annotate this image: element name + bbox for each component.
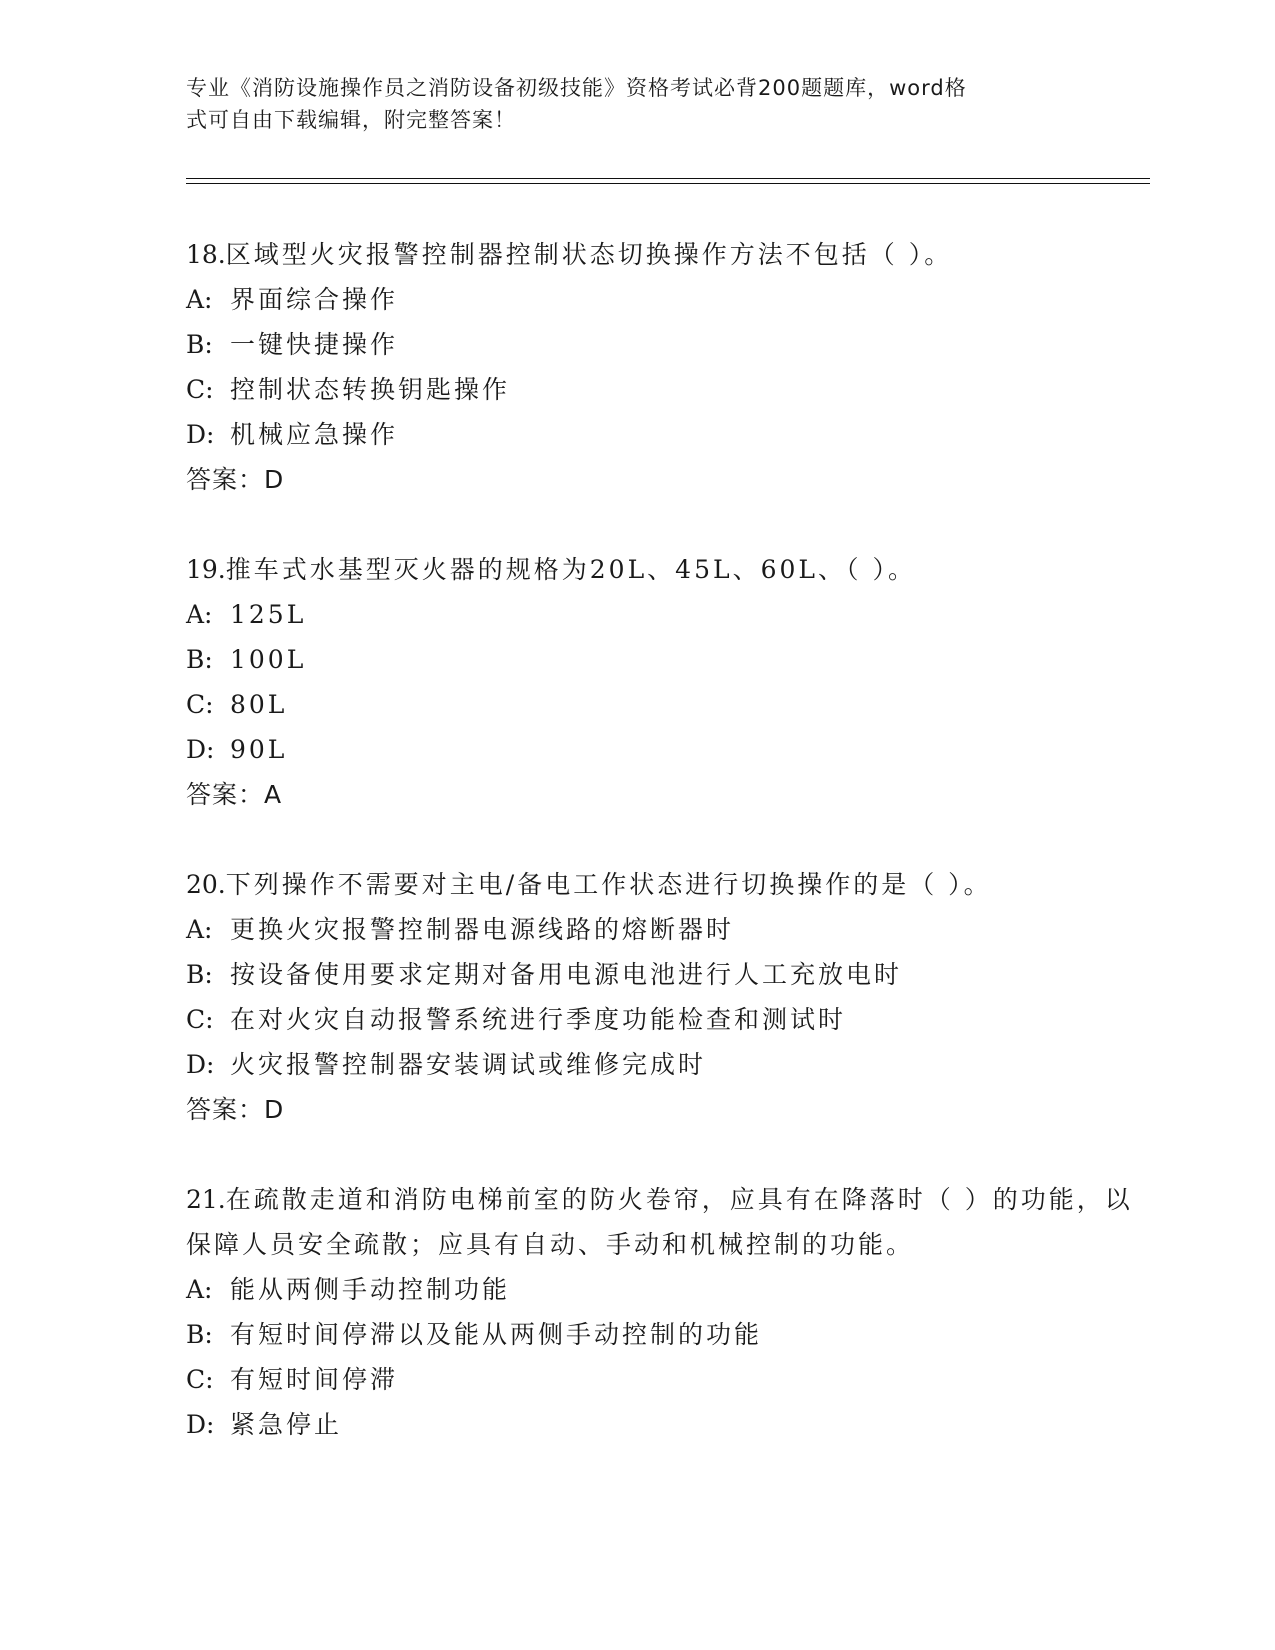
option-text: 界面综合操作 bbox=[230, 285, 399, 314]
question-number: 19. bbox=[186, 555, 226, 584]
header-title-line-1: 专业《消防设施操作员之消防设备初级技能》资格考试必背200题题库，word格 bbox=[186, 76, 967, 100]
option-letter: D: bbox=[186, 1050, 215, 1079]
option-letter: C: bbox=[186, 375, 214, 404]
option-text: 有短时间停滞 bbox=[230, 1365, 399, 1394]
question-stem bbox=[186, 232, 1146, 277]
option-text: 控制状态转换钥匙操作 bbox=[230, 375, 511, 404]
option-text: 按设备使用要求定期对备用电源电池进行人工充放电时 bbox=[230, 960, 903, 989]
option-text: 100L bbox=[230, 645, 307, 674]
option-a bbox=[186, 1267, 1146, 1312]
question-19 bbox=[186, 547, 1146, 817]
option-text: 90L bbox=[230, 735, 288, 764]
option-d bbox=[186, 412, 1146, 457]
option-text: 紧急停止 bbox=[230, 1410, 343, 1439]
question-number: 21. bbox=[186, 1185, 226, 1214]
question-text: 区域型火灾报警控制器控制状态切换操作方法不包括（ ）。 bbox=[225, 240, 953, 269]
option-letter: D: bbox=[186, 1410, 215, 1439]
question-stem bbox=[186, 862, 1146, 907]
option-c bbox=[186, 997, 1146, 1042]
option-c bbox=[186, 1357, 1146, 1402]
option-text: 更换火灾报警控制器电源线路的熔断器时 bbox=[230, 915, 735, 944]
answer-line: 答案：D bbox=[186, 465, 285, 494]
option-b bbox=[186, 322, 1146, 367]
question-number: 20. bbox=[186, 870, 226, 899]
option-letter: B: bbox=[186, 330, 213, 359]
option-text: 机械应急操作 bbox=[230, 420, 399, 449]
option-letter: B: bbox=[186, 960, 213, 989]
option-b bbox=[186, 952, 1146, 997]
option-text: 在对火灾自动报警系统进行季度功能检查和测试时 bbox=[230, 1005, 847, 1034]
option-letter: D: bbox=[186, 420, 215, 449]
answer-line: 答案：D bbox=[186, 1095, 285, 1124]
option-text: 能从两侧手动控制功能 bbox=[230, 1275, 511, 1304]
document-header bbox=[186, 72, 1086, 136]
option-letter: C: bbox=[186, 690, 214, 719]
question-text: 下列操作不需要对主电/备电工作状态进行切换操作的是（ ）。 bbox=[225, 870, 992, 899]
option-letter: A: bbox=[186, 915, 213, 944]
option-text: 火灾报警控制器安装调试或维修完成时 bbox=[230, 1050, 707, 1079]
option-text: 有短时间停滞以及能从两侧手动控制的功能 bbox=[230, 1320, 763, 1349]
option-letter: B: bbox=[186, 645, 213, 674]
option-b bbox=[186, 1312, 1146, 1357]
option-letter: A: bbox=[186, 285, 213, 314]
option-letter: C: bbox=[186, 1005, 214, 1034]
option-text: 一键快捷操作 bbox=[230, 330, 399, 359]
option-d bbox=[186, 727, 1146, 772]
question-number: 18. bbox=[186, 240, 226, 269]
option-c bbox=[186, 682, 1146, 727]
option-text: 125L bbox=[230, 600, 307, 629]
header-divider-top bbox=[186, 178, 1150, 179]
question-stem bbox=[186, 1177, 1146, 1267]
question-text: 在疏散走道和消防电梯前室的防火卷帘，应具有在降落时（ ）的功能，以保障人员安全疏散；应具有自动、手动和机械控制的功能。 bbox=[186, 1185, 1133, 1259]
option-letter: D: bbox=[186, 735, 215, 764]
question-21 bbox=[186, 1177, 1146, 1447]
option-a bbox=[186, 907, 1146, 952]
option-letter: A: bbox=[186, 600, 213, 629]
answer-line: 答案：A bbox=[186, 780, 283, 809]
option-a bbox=[186, 592, 1146, 637]
question-list bbox=[186, 232, 1146, 1492]
option-c bbox=[186, 367, 1146, 412]
question-20 bbox=[186, 862, 1146, 1132]
header-title-line-2: 式可自由下载编辑，附完整答案！ bbox=[186, 108, 516, 132]
option-text: 80L bbox=[230, 690, 288, 719]
option-b bbox=[186, 637, 1146, 682]
question-stem bbox=[186, 547, 1146, 592]
question-text: 推车式水基型灭火器的规格为20L、45L、60L、（ ）。 bbox=[225, 555, 916, 584]
question-18 bbox=[186, 232, 1146, 502]
option-d bbox=[186, 1402, 1146, 1447]
option-a bbox=[186, 277, 1146, 322]
option-letter: B: bbox=[186, 1320, 213, 1349]
option-letter: C: bbox=[186, 1365, 214, 1394]
option-letter: A: bbox=[186, 1275, 213, 1304]
option-d bbox=[186, 1042, 1146, 1087]
header-divider-bottom bbox=[186, 183, 1150, 184]
